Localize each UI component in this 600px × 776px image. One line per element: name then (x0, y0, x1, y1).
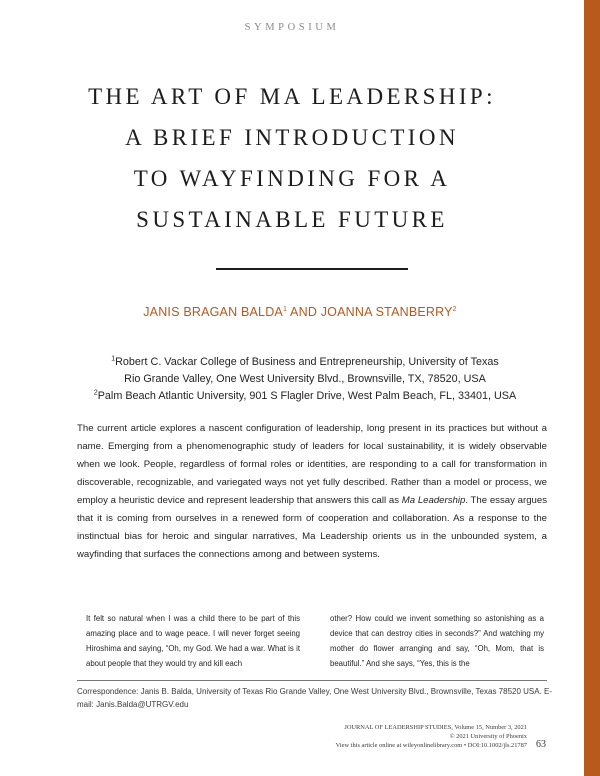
title-line: THE ART OF MA LEADERSHIP: (88, 84, 496, 109)
orange-side-bar (584, 0, 600, 776)
affiliation-line: Rio Grande Valley, One West University Blvd., Brownsville, TX, 78520, USA (124, 373, 486, 385)
title-divider (216, 268, 408, 270)
journal-info (250, 723, 527, 750)
author-affiliation-mark: 2 (452, 305, 457, 313)
author-name: JANIS BRAGAN BALDA (143, 305, 283, 319)
abstract-text: . The essay argues that it is coming from ourselves in a renewed form of cooperation and collaboration. As a response to the instinctual bias for heroic and singular narratives, Ma Leadership orients us in the unbounded system, a wayfinding that surfaces the connections among and between systems. (77, 495, 547, 560)
footnote-divider (77, 680, 547, 681)
title-line: TO WAYFINDING FOR A (133, 166, 451, 191)
article-title (40, 76, 544, 240)
body-column-left: It felt so natural when I was a child there to be part of this amazing place and to wage peace. I will never forget seeing Hiroshima and saying, “Oh, my God. We had a war. What is it about people that they would try and kill each (86, 614, 300, 668)
author-joiner: AND (287, 305, 321, 319)
abstract-text: The current article explores a nascent configuration of leadership, long present in its practices but without a name. Emerging from a phenomenographic study of leaders for local sustainability, it is widely observable when we look. People, regardless of formal roles or identities, are responding to a call for transformation in discoverable, recognizable, and variegated ways not yet fully described. Rather than a model or process, we employ a heuristic device and represent leadership that answers this call as (77, 423, 547, 506)
section-label: SYMPOSIUM (244, 22, 340, 33)
journal-line: View this article online at wileyonlinelibrary.com • DOI:10.1002/jls.21787 (335, 742, 527, 749)
title-line: SUSTAINABLE FUTURE (136, 207, 448, 232)
body-column-right: other? How could we invent something so astonishing as a device that can destroy cities in seconds?” And watching my mother do flower arranging and say, “Oh, Mom, that is beautiful.” And she says, “Yes, this is the (330, 614, 544, 668)
title-line: A BRIEF INTRODUCTION (125, 125, 459, 150)
journal-line: © 2021 University of Phoenix (449, 733, 527, 740)
affiliations (60, 354, 550, 405)
author-affiliation-mark: 1 (282, 305, 288, 313)
correspondence-note: Correspondence: Janis B. Balda, University of Texas Rio Grande Valley, One West University Blvd., Brownsville, Texas 78520 USA. E-mail: Janis.Balda@UTRGV.edu (77, 687, 553, 709)
page-number: 63 (536, 739, 546, 750)
abstract-emphasis: Ma Leadership (401, 495, 466, 506)
abstract (77, 420, 547, 564)
affiliation-line (60, 354, 550, 371)
affiliation-text: Palm Beach Atlantic University, 901 S Flagler Drive, West Palm Beach, FL, 33401, USA (97, 390, 517, 402)
affiliation-mark: 1 (111, 355, 116, 363)
affiliation-text: Robert C. Vackar College of Business and Entrepreneurship, University of Texas (115, 356, 499, 368)
author-name: JOANNA STANBERRY (320, 305, 453, 319)
affiliation-line (60, 388, 550, 405)
journal-line: JOURNAL OF LEADERSHIP STUDIES, Volume 15, Number 3, 2021 (344, 724, 527, 731)
author-list (0, 305, 600, 319)
affiliation-mark: 2 (93, 389, 98, 397)
